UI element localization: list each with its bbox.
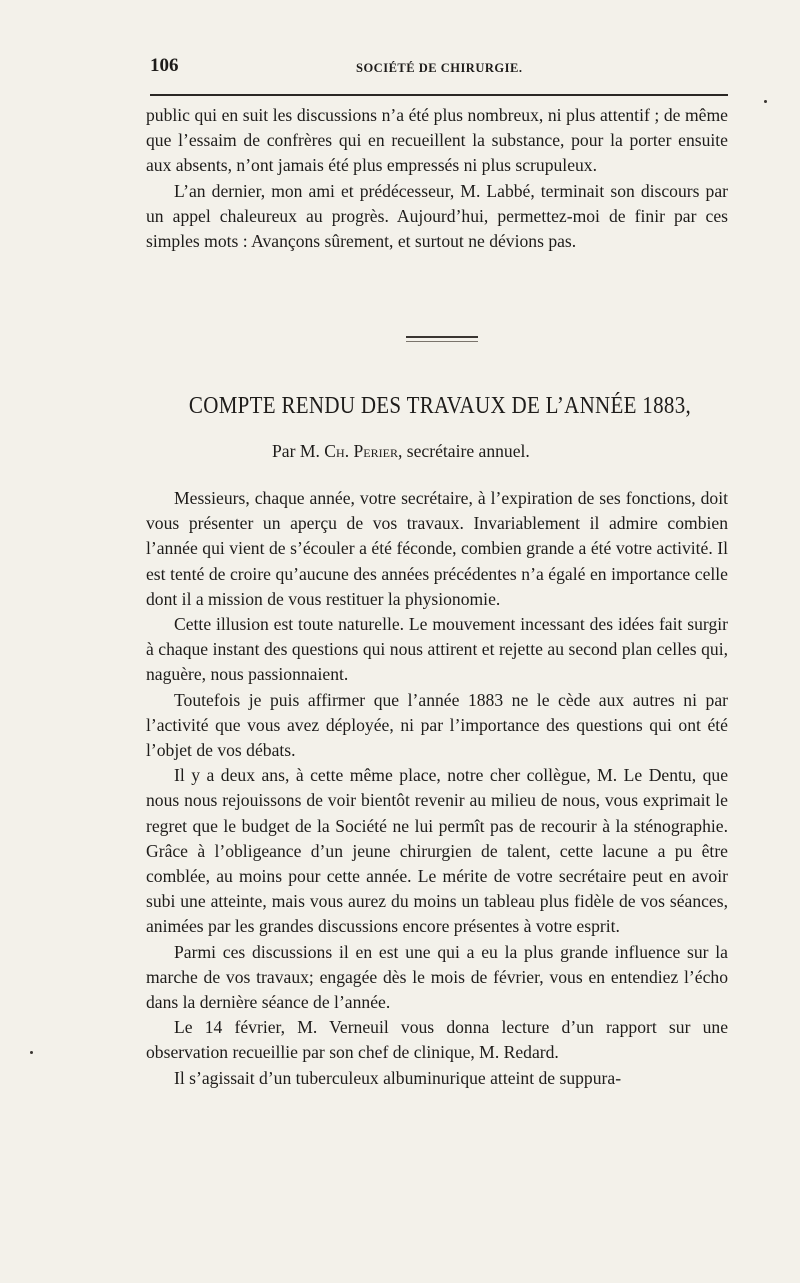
paragraph: Il y a deux ans, à cette même place, notre cher collègue, M. Le Dentu, que nous nous rejouissons de voir bientôt revenir au milieu de nous, vous exprimait le regret que le budget de la Société ne lui permît pas de recourir à la sténographie. Grâce à l’obligeance d’un jeune chirurgien de talent, cette lacune a pu être comblée, au moins pour cette année. Le mérite de votre secrétaire peut en avoir subi une atteinte, mais vous aurez du moins un tableau plus fidèle de vos séances, animées par les grandes discussions encore présentes à votre esprit.: [146, 765, 728, 937]
running-head: [150, 55, 728, 85]
byline-prefix: Par M.: [272, 441, 325, 461]
paragraph: Toutefois je puis affirmer que l’année 1883 ne le cède aux autres ni par l’activité que vous avez déployée, ni par l’importance des questions qui ont été l’objet de vos débats.: [146, 689, 728, 761]
author-name: Ch. Perier: [324, 441, 398, 461]
paragraph: Messieurs, chaque année, votre secrétaire, à l’expiration de ses fonctions, doit vous présenter un aperçu de vos travaux. Invariablement il admire combien l’année qui vient de s’écouler a été féconde, combien grande a été votre activité. Il est tenté de croire qu’aucune des années précédentes n’a égalé en importance celle dont il a mission de vous restituer la physionomie.: [146, 488, 728, 609]
previous-section-text: [146, 103, 728, 254]
paragraph: Il s’agissait d’un tuberculeux albuminurique atteint de suppura-: [174, 1067, 622, 1088]
byline: [272, 441, 530, 462]
journal-title: SOCIÉTÉ DE CHIRURGIE.: [356, 61, 523, 75]
page-number: 106: [150, 55, 179, 76]
paragraph: L’an dernier, mon ami et prédécesseur, M. Labbé, terminait son discours par un appel chaleureux au progrès. Aujourd’hui, permettez-moi de finir par ces simples mots : Avançons sûrement, et surtout ne dévions pas.: [146, 180, 728, 252]
paragraph: public qui en suit les discussions n’a été plus nombreux, ni plus attentif ; de même que l’essaim de confrères qui en recueillent la substance, pour la porter ensuite aux absents, n’ont jamais été plus empressés ni plus scrupuleux.: [146, 105, 728, 176]
section-separator: [406, 336, 478, 342]
section-title: COMPTE RENDU DES TRAVAUX DE L’ANNÉE 1883,: [188, 391, 692, 419]
header-rule: [150, 94, 728, 96]
paragraph: Le 14 février, M. Verneuil vous donna lecture d’un rapport sur une observation recueillie par son chef de clinique, M. Redard.: [146, 1017, 728, 1063]
print-speck: [764, 100, 767, 103]
paragraph: Parmi ces discussions il en est une qui a eu la plus grande influence sur la marche de vos travaux; engagée dès le mois de février, vous en entendiez l’écho dans la dernière séance de l’année.: [146, 941, 728, 1013]
print-speck: [30, 1051, 33, 1054]
report-body: [146, 486, 728, 1091]
paragraph: Cette illusion est toute naturelle. Le mouvement incessant des idées fait surgir à chaque instant des questions qui nous attirent et rejette au second plan celles qui, naguère, nous passionnaient.: [146, 614, 728, 685]
byline-suffix: , secrétaire annuel.: [397, 441, 530, 461]
